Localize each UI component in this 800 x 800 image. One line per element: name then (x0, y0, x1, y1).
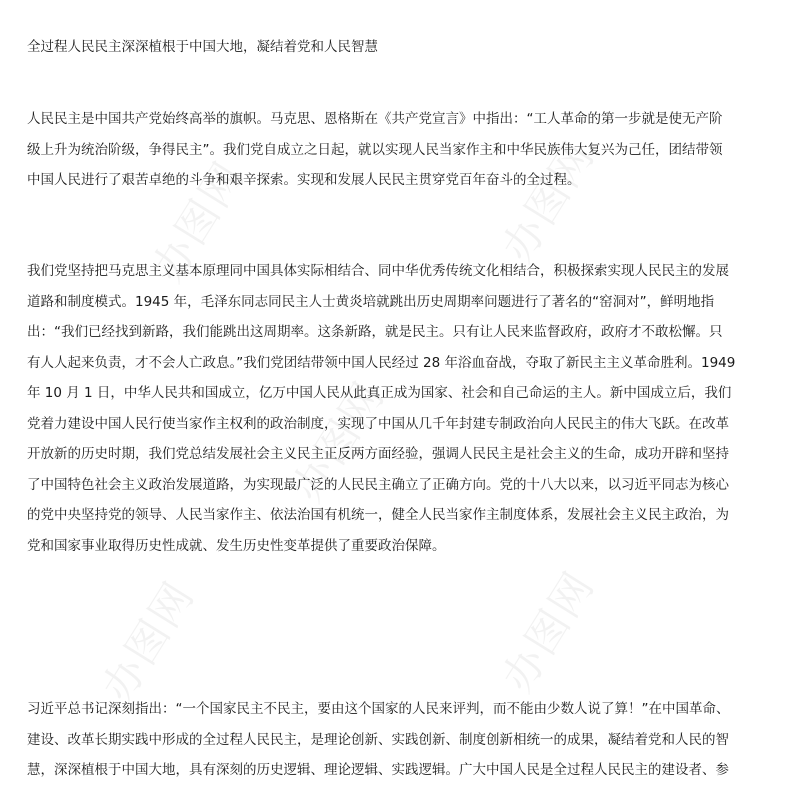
paragraph-line: 有人人起来负责，才不会人亡政息。”我们党团结带领中国人民经过 28 年浴血奋战，夺取了新民主主义革命胜利。1949 (27, 354, 736, 371)
watermark-logo: 办图网 (92, 572, 204, 711)
paragraph-line: 党和国家事业取得历史性成就、发生历史性变革提供了重要政治保障。 (27, 537, 446, 554)
paragraph-1 (27, 104, 775, 196)
watermark-logo: 办图网 (142, 152, 254, 291)
paragraph-line: 的党中央坚持党的领导、人民当家作主、依法治国有机统一，健全人民当家作主制度体系，发展社会主义民主政治，为 (27, 507, 729, 523)
paragraph-line: 道路和制度模式。1945 年，毛泽东同志同民主人士黄炎培就跳出历史周期率问题进行了著名的“窑洞对”，鲜明地指 (27, 293, 715, 310)
paragraph-2 (27, 256, 775, 561)
paragraph-line: 了中国特色社会主义政治发展道路，为实现最广泛的人民民主确立了正确方向。党的十八大以来，以习近平同志为核心 (27, 476, 729, 493)
paragraph-line: 人民民主是中国共产党始终高举的旗帜。马克思、恩格斯在《共产党宣言》中指出：“工人革命的第一步就是使无产阶 (27, 111, 723, 127)
paragraph-line: 出：“我们已经找到新路，我们能跳出这周期率。这条新路，就是民主。只有让人民来监督政府，政府才不敢松懈。只 (27, 324, 723, 340)
paragraph-line: 党着力建设中国人民行使当家作主权利的政治制度，实现了中国从几千年封建专制政治向人民民主的伟大飞跃。在改革 (27, 415, 729, 432)
paragraph-line: 中国人民进行了艰苦卓绝的斗争和艰辛探索。实现和发展人民民主贯穿党百年奋斗的全过程。 (27, 172, 581, 188)
paragraph-line: 习近平总书记深刻指出：“一个国家民主不民主，要由这个国家的人民来评判，而不能由少数人说了算！”在中国革命、 (27, 701, 730, 717)
paragraph-line: 年 10 月 1 日，中华人民共和国成立，亿万中国人民从此真正成为国家、社会和自己命运的主人。新中国成立后，我们 (27, 385, 732, 401)
paragraph-line: 开放新的历史时期，我们党总结发展社会主义民主正反两方面经验，强调人民民主是社会主义的生命，成功开辟和坚持 (27, 446, 729, 462)
paragraph-line: 建设、改革长期实践中形成的全过程人民民主，是理论创新、实践创新、制度创新相统一的成果，凝结着党和人民的智 (27, 731, 729, 748)
paragraph-line: 我们党坚持把马克思主义基本原理同中国具体实际相结合、同中华优秀传统文化相结合，积极探索实现人民民主的发展 (27, 263, 729, 279)
watermark-logo: 办图网 (282, 372, 394, 511)
paragraph-line: 慧，深深植根于中国大地，具有深刻的历史逻辑、理论逻辑、实践逻辑。广大中国人民是全过程人民民主的建设者、参 (27, 762, 729, 778)
watermark-logo: 办图网 (492, 562, 604, 701)
watermark-logo: 办图网 (492, 132, 604, 271)
document-title: 全过程人民民主深深植根于中国大地，凝结着党和人民智慧 (27, 39, 378, 55)
paragraph-3 (27, 694, 775, 786)
paragraph-line: 级上升为统治阶级，争得民主”。我们党自成立之日起，就以实现人民当家作主和中华民族伟大复兴为己任，团结带领 (27, 141, 723, 158)
